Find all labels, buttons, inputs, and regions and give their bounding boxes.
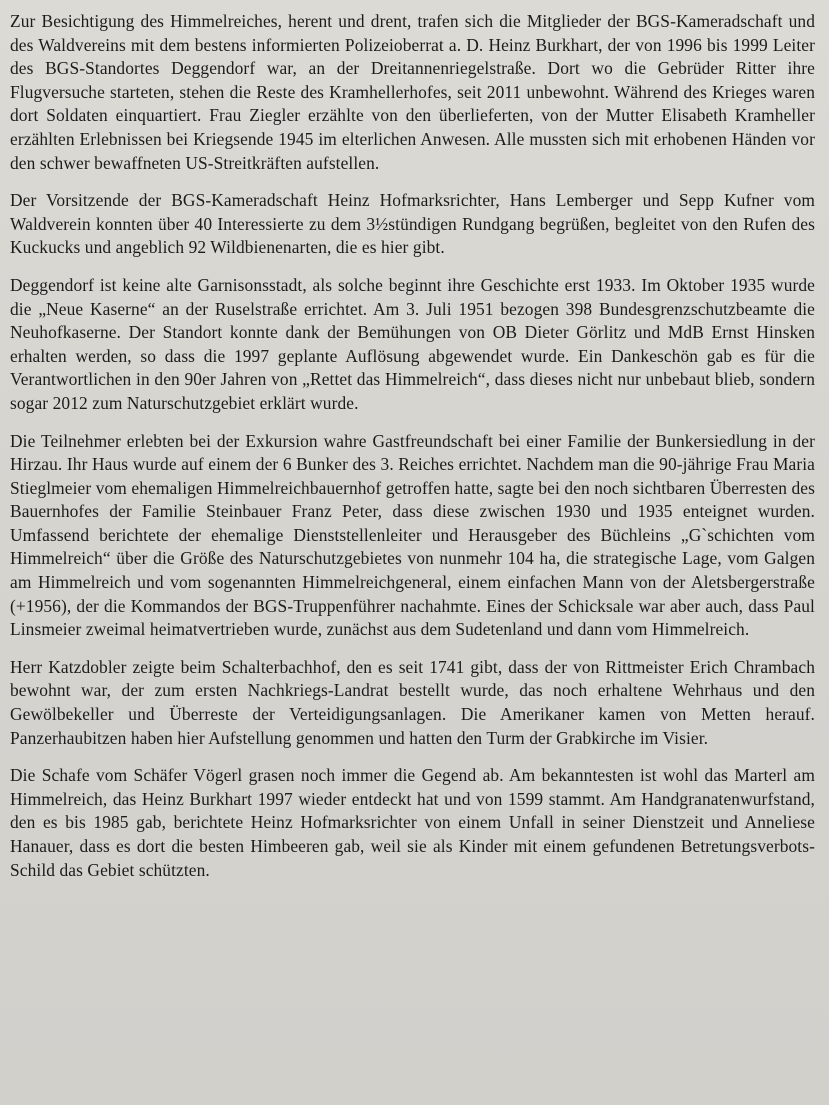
paragraph-3: Deggendorf ist keine alte Garnisonsstadt, als solche beginnt ihre Geschichte erst 1933. Im Oktober 1935 wurde die „Neue Kaserne“ an der Ruselstraße errichtet. Am 3. Juli 1951 bezogen 398 Bundesgrenzschutzbeamte die Neuhofkaserne. Der Standort konnte dank der Bemühungen von OB Dieter Görlitz und MdB Ernst Hinsken erhalten werden, so dass die 1997 geplante Auflösung abgewendet wurde. Ein Dankeschön gab es für die Verantwortlichen in den 90er Jahren von „Rettet das Himmelreich“, dass dieses nicht nur unbebaut blieb, sondern sogar 2012 zum Naturschutzgebiet erklärt wurde. [10, 274, 815, 413]
paragraph-1: Zur Besichtigung des Himmelreiches, herent und drent, trafen sich die Mitglieder der BGS-Kameradschaft und des Waldvereins mit dem bestens informierten Polizeioberrat a. D. Heinz Burkhart, der von 1996 bis 1999 Leiter des BGS-Standortes Deggendorf war, an der Dreitannenriegelstraße. Dort wo die Gebrüder Ritter ihre Flugversuche starteten, stehen die Reste des Kramhellerhofes, seit 2011 unbewohnt. Während des Krieges waren dort Soldaten einquartiert. Frau Ziegler erzählte von den überlieferten, von der Mutter Elisabeth Kramheller erzählten Erlebnissen bei Kriegsende 1945 im elterlichen Anwesen. Alle mussten sich mit erhobenen Händen vor den schwer bewaffneten US-Streitkräften aufstellen. [10, 11, 815, 173]
paragraph-6: Die Schafe vom Schäfer Vögerl grasen noch immer die Gegend ab. Am bekanntesten ist wohl das Marterl am Himmelreich, das Heinz Burkhart 1997 wieder entdeckt hat und von 1599 stammt. Am Handgranatenwurfstand, den es bis 1985 gab, berichtete Heinz Hofmarksrichter von einem Unfall in seiner Dienstzeit und Anneliese Hanauer, dass es dort die besten Himbeeren gab, weil sie als Kinder mit einem gefundenen Betretungsverbots-Schild das Gebiet schützten. [10, 765, 815, 880]
paragraph-5: Herr Katzdobler zeigte beim Schalterbachhof, den es seit 1741 gibt, dass der von Rittmeister Erich Chrambach bewohnt war, der zum ersten Nachkriegs-Landrat bestellt wurde, das noch erhaltene Wehrhaus und den Gewölbekeller und Überreste der Verteidigungsanlagen. Die Amerikaner kamen von Metten herauf. Panzerhaubitzen haben hier Aufstellung genommen und hatten den Turm der Grabkirche im Visier. [10, 656, 815, 748]
paragraph-2: Der Vorsitzende der BGS-Kameradschaft Heinz Hofmarksrichter, Hans Lemberger und Sepp Kufner vom Waldverein konnten über 40 Interessierte zu dem 3½stündigen Rundgang begrüßen, begleitet von den Rufen des Kuckucks und angeblich 92 Wildbienenarten, die es hier gibt. [10, 190, 815, 258]
paragraph-4: Die Teilnehmer erlebten bei der Exkursion wahre Gastfreundschaft bei einer Familie der Bunkersiedlung in der Hirzau. Ihr Haus wurde auf einem der 6 Bunker des 3. Reiches errichtet. Nachdem man die 90-jährige Frau Maria Stieglmeier vom ehemaligen Himmelreichbauernhof getroffen hatte, sagte bei den noch sichtbaren Überresten des Bauernhofes der Familie Steinbauer Franz Peter, dass diese zwischen 1930 und 1935 enteignet wurden. Umfassend berichtete der ehemalige Dienststellenleiter und Herausgeber des Büchleins „G`schichten vom Himmelreich“ über die Größe des Naturschutzgebietes von nunmehr 104 ha, die strategische Lage, vom Galgen am Himmelreich und vom sogenannten Himmelreichgeneral, einem einfachen Mann von der Aletsbergerstraße (+1956), der die Kommandos der BGS-Truppenführer nachahmte. Eines der Schicksale war aber auch, dass Paul Linsmeier zweimal heimatvertrieben wurde, zunächst aus dem Sudetenland und dann vom Himmelreich. [10, 430, 815, 640]
